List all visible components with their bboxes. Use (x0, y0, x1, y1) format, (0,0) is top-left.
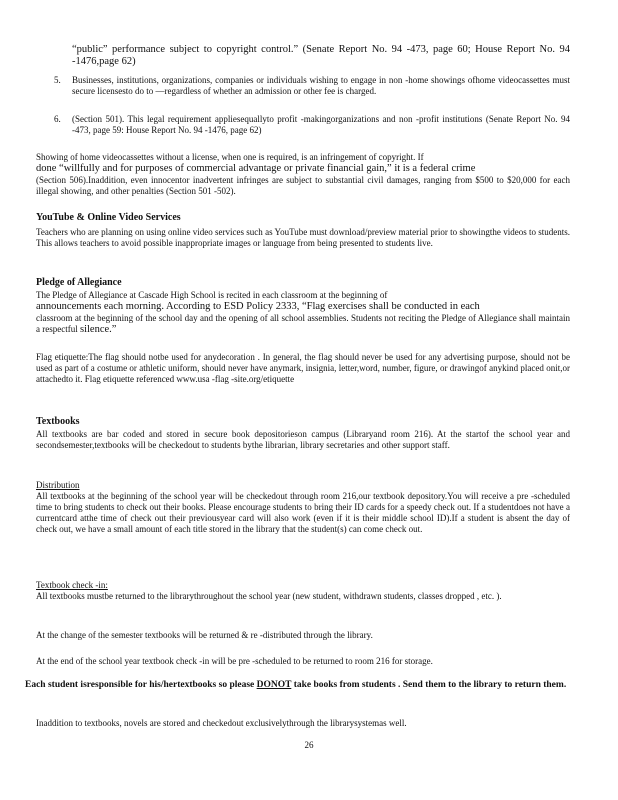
pledge-emphasis-line: announcements each morning. According to ESD Policy 2333, “Flag exercises shall be conducted in each (36, 301, 480, 312)
responsibility-text-end: take books from students . Send them to the library to return them. (293, 680, 567, 690)
numbered-list (54, 44, 570, 144)
do-not-emphasis: DONOT (256, 680, 292, 690)
responsibility-text: Each student isresponsible for his/hertextbooks so please (25, 680, 255, 690)
pledge-line-text: classroom at the beginning of the school day and the opening of all school assemblies. Students not reciting the Pledge of Allegiance shall maintain a respectful (36, 313, 570, 334)
infringement-emphasis-line: done “willfully and for purposes of commercial advantage or private financial gain,” it is a federal crime (36, 163, 476, 174)
page-number: 26 (304, 740, 314, 750)
responsibility-notice (25, 680, 585, 691)
list-item-number: 6. (54, 114, 61, 124)
semester-change-text: At the change of the semester textbooks will be returned & re -distributed through the library. (36, 630, 373, 640)
textbooks-body: All textbooks are bar coded and stored in secure book depositorieson campus (Libraryand room 216). At the startof the school year and secondsemester,textbooks will be checkedout to students bythe librarian, library secretaries and other support staff. (36, 429, 570, 450)
checkin-heading: Textbook check -in: (36, 580, 108, 590)
list-item-text: Businesses, institutions, organizations, companies or individuals wishing to engage in non -home showings ofhome videocassettes must secure licensesto do to —regardless of whether an admission or other fee is charged. (72, 75, 570, 96)
youtube-body: Teachers who are planning on using online video services such as YouTube must download/preview material prior to showingthe videos to students. This allows teachers to avoid possible inappropriate images or language from being presented to students live. (36, 227, 570, 248)
flag-etiquette: Flag etiquette:The flag should notbe used for anydecoration . In general, the flag should never be used for any advertising purpose, should not be used as part of a costume or athletic uniform, should never have anymark, insignia, letter,word, number, figure, or drawingof anykind placed onit,or attachedto it. Flag etiquette referenced www.usa -flag -site.org/etiquette (36, 352, 570, 384)
list-item (54, 75, 570, 108)
pledge-line (36, 313, 570, 336)
pledge-line: The Pledge of Allegiance at Cascade High School is recited in each classroom at the beginning of (36, 290, 388, 300)
distribution-body: All textbooks at the beginning of the school year will be checkedout through room 216,our textbook depository.You will receive a pre -scheduled time to bring students to check out their books. Please encourage students to bring their ID cards for a speedy check out. If a studentdoes not have a currentcard atthe time of check out their previousyear card will also work (even if it is their middle school ID).If a student is absent the day of check out, we have a small amount of each title stored in the library that the student(s) can come check out. (36, 491, 570, 534)
checkin-body: All textbooks mustbe returned to the librarythroughout the school year (new student, withdrawn students, classes dropped , etc. ). (36, 591, 502, 601)
infringement-line: Showing of home videocassettes without a license, when one is required, is an infringement of copyright. If (36, 152, 424, 162)
list-item-text: “public” performance subject to copyright control.” (Senate Report No. 94 -473, page 60; House Report No. 94 -1476,page 62) (72, 44, 570, 67)
list-item-text: (Section 501). This legal requirement appliesequallyto profit -makingorganizations and non -profit institutions (Senate Report No. 94 -473, page 59: House Report No. 94 -1476, page 62) (72, 114, 570, 135)
list-item (54, 114, 570, 136)
textbooks-heading: Textbooks (36, 416, 80, 427)
year-end-text: At the end of the school year textbook check -in will be pre -scheduled to be returned to room 216 for storage. (36, 656, 433, 666)
pledge-silence-text: silence.” (79, 324, 117, 335)
infringement-paragraph (36, 152, 570, 197)
pledge-body (36, 290, 570, 336)
list-item-number: 5. (54, 75, 61, 85)
infringement-line: (Section 506).Inaddition, even innocentor inadvertent infringes are subject to substantial civil damages, ranging from $500 to $20,000 for each illegal showing, and other penalties (Section 501 -502). (36, 175, 570, 196)
youtube-heading: YouTube & Online Video Services (36, 212, 181, 223)
novels-text: Inaddition to textbooks, novels are stored and checkedout exclusivelythrough the librarysystemas well. (36, 718, 407, 728)
pledge-heading: Pledge of Allegiance (36, 277, 122, 288)
distribution-heading: Distribution (36, 480, 80, 490)
list-item (54, 44, 570, 66)
